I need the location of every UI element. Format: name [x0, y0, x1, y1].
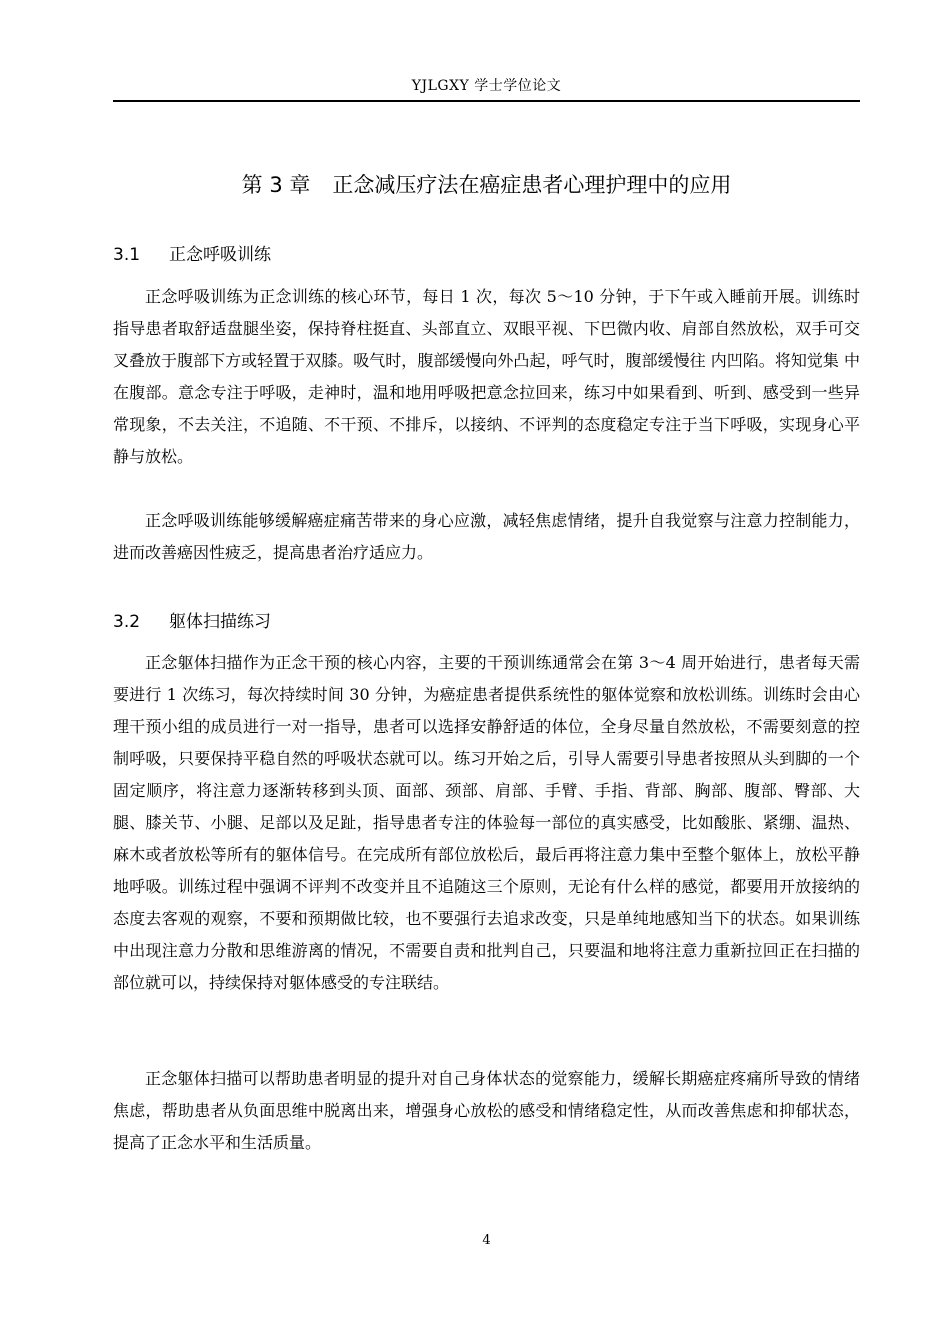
running-header: YJLGXY 学士学位论文	[411, 78, 562, 94]
paragraph-3-1-2: 正念呼吸训练能够缓解癌症痛苦带来的身心应激，减轻焦虑情绪，提升自我觉察与注意力控制能力，进而改善癌因性疲乏，提高患者治疗适应力。	[113, 511, 860, 562]
chapter-title-text: 正念减压疗法在癌症患者心理护理中的应用	[332, 173, 732, 197]
paragraph-3-2-1: 正念躯体扫描作为正念干预的核心内容，主要的干预训练通常会在第 3～4 周开始进行，患者每天需要进行 1 次练习，每次持续时间 30 分钟，为癌症患者提供系统性的躯体觉察和放松训练。训练时会由心理干预小组的成员进行一对一指导，患者可以选择安静舒适的体位，全身尽量自然放松，不需要刻意的控制呼吸，只要保持平稳自然的呼吸状态就可以。练习开始之后，引导人需要引导患者按照从头到脚的一个固定顺序，将注意力逐渐转移到头顶、面部、颈部、肩部、手臂、手指、背部、胸部、腹部、臀部、大腿、膝关节、小腿、足部以及足趾，指导患者专注的体验每一部位的真实感受，比如酸胀、紧绷、温热、麻木或者放松等所有的躯体信号。在完成所有部位放松后，最后再将注意力集中至整个躯体上，放松平静地呼吸。训练过程中强调不评判不改变并且不追随这三个原则，无论有什么样的感觉，都要用开放接纳的态度去客观的观察，不要和预期做比较，也不要强行去追求改变，只是单纯地感知当下的状态。如果训练中出现注意力分散和思维游离的情况，不需要自责和批判自己，只要温和地将注意力重新拉回正在扫描的部位就可以，持续保持对躯体感受的专注联结。	[113, 653, 860, 992]
section-title: 躯体扫描练习	[169, 612, 271, 632]
paragraph-3-1-1: 正念呼吸训练为正念训练的核心环节，每日 1 次，每次 5～10 分钟，于下午或入睡前开展。训练时指导患者取舒适盘腿坐姿，保持脊柱挺直、头部直立、双眼平视、下巴微内收、肩部自然放松，双手可交叉叠放于腹部下方或轻置于双膝。吸气时，腹部缓慢向外凸起，呼气时，腹部缓慢往 内凹陷。将知觉集 中在腹部。意念专注于呼吸，走神时，温和地用呼吸把意念拉回来，练习中如果看到、听到、感受到一些异常现象，不去关注，不追随、不干预、不排斥，以接纳、不评判的态度稳定专注于当下呼吸，实现身心平静与放松。	[113, 287, 860, 466]
section-title: 正念呼吸训练	[169, 245, 271, 265]
page-number: 4	[482, 1233, 491, 1248]
chapter-title	[113, 170, 860, 200]
chapter-number: 第 3 章	[241, 173, 311, 197]
section-heading-3-2	[113, 609, 860, 635]
section-number: 3.1	[113, 245, 141, 265]
section-heading-3-1	[113, 242, 860, 268]
paragraph-3-2-2: 正念躯体扫描可以帮助患者明显的提升对自己身体状态的觉察能力，缓解长期癌症疼痛所导致的情绪焦虑，帮助患者从负面思维中脱离出来，增强身心放松的感受和情绪稳定性，从而改善焦虑和抑郁状态，提高了正念水平和生活质量。	[113, 1069, 860, 1152]
section-number: 3.2	[113, 612, 141, 632]
header-rule	[113, 100, 860, 102]
